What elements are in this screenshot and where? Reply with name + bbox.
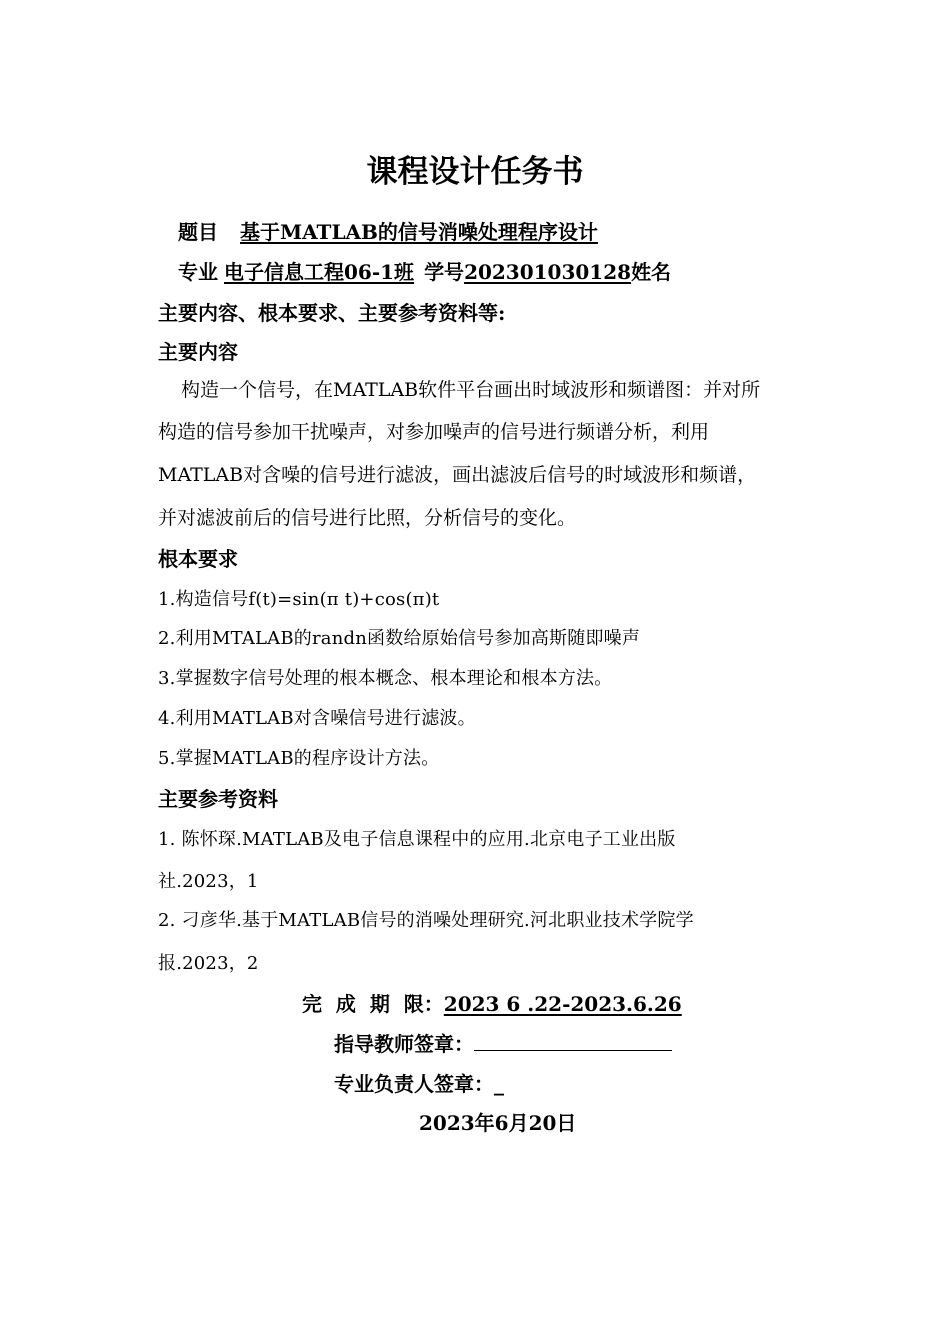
- content-heading: 主要内容: [158, 340, 238, 364]
- deadline-label: 完 成 期 限：: [302, 992, 444, 1016]
- teacher-signature-row: [334, 1028, 672, 1057]
- major-value: 电子信息工程06-1班: [224, 260, 415, 284]
- reference-line-1: 1. 陈怀琛.MATLAB及电子信息课程中的应用.北京电子工业出版: [158, 829, 676, 850]
- requirement-item-4: 4.利用MATLAB对含噪信号进行滤波。: [158, 708, 476, 729]
- content-line-3: MATLAB对含噪的信号进行滤波，画出滤波后信号的时域波形和频谱，: [158, 464, 757, 486]
- topic-label: 题目: [178, 220, 218, 244]
- requirements-heading: 根本要求: [158, 547, 238, 571]
- requirement-item-3: 3.掌握数字信号处理的根本概念、根本理论和根本方法。: [158, 668, 613, 689]
- student-id-label: 学号: [424, 260, 465, 284]
- requirement-item-1: 1.构造信号f(t)=sin(π t)+cos(π)t: [158, 589, 440, 610]
- student-info-row: [178, 256, 671, 285]
- topic-row: [178, 216, 598, 245]
- content-line-1: 构造一个信号，在MATLAB软件平台画出时域波形和频谱图：并对所: [181, 379, 761, 401]
- topic-value: 基于MATLAB的信号消噪处理程序设计: [240, 220, 598, 244]
- major-label: 专业: [178, 260, 218, 284]
- reference-line-3: 2. 刁彦华.基于MATLAB信号的消噪处理研究.河北职业技术学院学: [158, 910, 694, 931]
- content-line-2: 构造的信号参加干扰噪声，对参加噪声的信号进行频谱分析，利用: [158, 421, 710, 443]
- name-label: 姓名: [631, 260, 672, 284]
- requirement-item-2: 2.利用MTALAB的randn函数给原始信号参加高斯随即噪声: [158, 628, 641, 649]
- reference-line-2: 社.2023，1: [158, 871, 259, 892]
- head-sign-label: 专业负责人签章：_: [334, 1072, 504, 1096]
- deadline-row: [302, 988, 682, 1017]
- requirement-item-5: 5.掌握MATLAB的程序设计方法。: [158, 748, 440, 769]
- content-line-4: 并对滤波前后的信号进行比照，分析信号的变化。: [158, 507, 577, 529]
- reference-line-4: 报.2023，2: [158, 953, 259, 974]
- document-title: 课程设计任务书: [366, 154, 584, 190]
- references-heading: 主要参考资料: [158, 787, 278, 811]
- teacher-signature-blank: [474, 1032, 672, 1051]
- section-heading: 主要内容、根本要求、主要参考资料等:: [158, 301, 506, 325]
- teacher-sign-label: 指导教师签章：: [334, 1032, 474, 1056]
- deadline-value: 2023 6 .22-2023.6.26: [443, 992, 682, 1016]
- student-id-value: 202301030128: [464, 260, 632, 284]
- document-date: 2023年6月20日: [419, 1111, 577, 1135]
